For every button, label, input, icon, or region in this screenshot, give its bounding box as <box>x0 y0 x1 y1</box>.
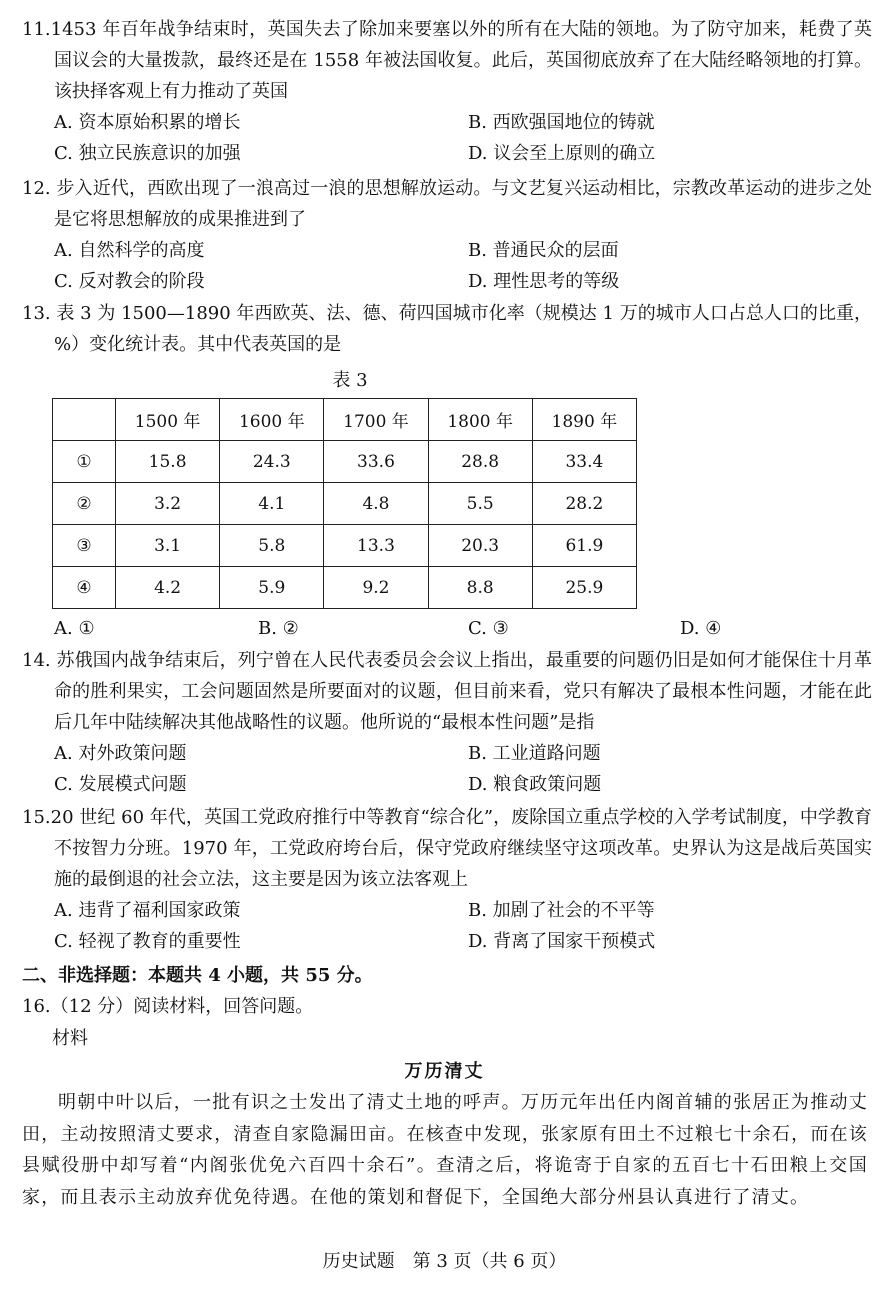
table-cell: 13.3 <box>324 525 428 567</box>
table-cell: ① <box>53 441 116 483</box>
option-row <box>22 738 872 769</box>
question-15 <box>22 802 872 957</box>
option-a: A. 资本原始积累的增长 <box>54 112 241 133</box>
table-cell: ④ <box>53 567 116 609</box>
option-d: D. ④ <box>680 618 722 639</box>
option-d: D. 背离了国家干预模式 <box>468 931 656 952</box>
table-header-cell: 1800 年 <box>428 399 532 441</box>
table-cell: 3.1 <box>116 525 220 567</box>
option-c: C. 轻视了教育的重要性 <box>54 931 241 952</box>
option-row <box>22 613 872 644</box>
option-b: B. 工业道路问题 <box>468 743 601 764</box>
question-stem: 11.1453 年百年战争结束时，英国失去了除加来要塞以外的所有在大陆的领地。为了防守加来，耗费了英国议会的大量拨款，最终还是在 1558 年被法国收复。此后，英国彻底放弃了在大陆经略领地的打算。该抉择客观上有力推动了英国 <box>22 19 872 102</box>
table-cell: 15.8 <box>116 441 220 483</box>
option-row <box>22 769 872 800</box>
page-footer: 历史试题 第 3 页（共 6 页） <box>322 1251 567 1272</box>
option-row <box>22 926 872 957</box>
material-paragraph: 明朝中叶以后，一批有识之士发出了清丈土地的呼声。万历元年出任内阁首辅的张居正为推动丈田，主动按照清丈要求，清查自家隐漏田亩。在核查中发现，张家原有田土不过粮七十余石，而在该县赋役册中却写着“内阁张优免六百四十余石”。查清之后，将诡寄于自家的五百七十石田粮上交国家，而且表示主动放弃优免待遇。在他的策划和督促下，全国绝大部分州县认真进行了清丈。 <box>22 1092 868 1208</box>
option-c: C. 独立民族意识的加强 <box>54 143 241 164</box>
table-cell: 3.2 <box>116 483 220 525</box>
option-row <box>22 138 872 169</box>
table-cell: 4.2 <box>116 567 220 609</box>
table-cell: 9.2 <box>324 567 428 609</box>
option-d: D. 理性思考的等级 <box>468 271 620 292</box>
option-b: B. ② <box>258 618 299 639</box>
table-row <box>53 483 637 525</box>
table-cell: ② <box>53 483 116 525</box>
option-row <box>22 895 872 926</box>
option-a: A. 违背了福利国家政策 <box>54 900 241 921</box>
table-cell: 28.2 <box>532 483 636 525</box>
table-cell: 61.9 <box>532 525 636 567</box>
table-cell: 5.9 <box>220 567 324 609</box>
table-row <box>53 567 637 609</box>
option-b: B. 普通民众的层面 <box>468 240 619 261</box>
question-stem: 15.20 世纪 60 年代，英国工党政府推行中等教育“综合化”，废除国立重点学校的入学考试制度，中学教育不按智力分班。1970 年，工党政府垮台后，保守党政府继续坚守这项改革。史界认为这是战后英国实施的最倒退的社会立法，这主要是因为该立法客观上 <box>22 807 872 890</box>
table-cell: 28.8 <box>428 441 532 483</box>
question-16-stem: 16.（12 分）阅读材料，回答问题。 <box>22 996 314 1017</box>
table-cell: 25.9 <box>532 567 636 609</box>
option-row <box>22 235 872 266</box>
question-13 <box>22 298 872 360</box>
option-c: C. 发展模式问题 <box>54 774 187 795</box>
table-cell: 4.8 <box>324 483 428 525</box>
table-cell: 4.1 <box>220 483 324 525</box>
option-b: B. 西欧强国地位的铸就 <box>468 112 655 133</box>
question-stem: 13. 表 3 为 1500—1890 年西欧英、法、德、荷四国城市化率（规模达 1 万的城市人口占总人口的比重，%）变化统计表。其中代表英国的是 <box>22 303 872 355</box>
section-heading: 二、非选择题：本题共 4 小题，共 55 分。 <box>22 965 373 986</box>
material-title: 万历清丈 <box>404 1061 485 1082</box>
option-row <box>22 266 872 297</box>
question-14 <box>22 645 872 800</box>
option-d: D. 粮食政策问题 <box>468 774 602 795</box>
question-13-options <box>22 613 872 644</box>
table-cell: ③ <box>53 525 116 567</box>
option-d: D. 议会至上原则的确立 <box>468 143 656 164</box>
option-a: A. 自然科学的高度 <box>54 240 205 261</box>
table-header-cell: 1500 年 <box>116 399 220 441</box>
question-stem: 12. 步入近代，西欧出现了一浪高过一浪的思想解放运动。与文艺复兴运动相比，宗教改革运动的进步之处是它将思想解放的成果推进到了 <box>22 178 872 230</box>
material-label: 材料 <box>52 1028 88 1049</box>
question-stem: 14. 苏俄国内战争结束后，列宁曾在人民代表委员会会议上指出，最重要的问题仍旧是如何才能保住十月革命的胜利果实，工会问题固然是所要面对的议题，但目前来看，党只有解决了最根本性问题，才能在此后几年中陆续解决其他战略性的议题。他所说的“最根本性问题”是指 <box>22 650 872 733</box>
option-c: C. ③ <box>468 618 509 639</box>
table-row <box>53 441 637 483</box>
urbanization-table <box>52 398 637 609</box>
table-header-cell: 1890 年 <box>532 399 636 441</box>
table-header-cell <box>53 399 116 441</box>
option-b: B. 加剧了社会的不平等 <box>468 900 655 921</box>
question-11 <box>22 14 872 169</box>
option-row <box>22 107 872 138</box>
table-cell: 5.5 <box>428 483 532 525</box>
table-cell: 20.3 <box>428 525 532 567</box>
table-header-row <box>53 399 637 441</box>
table-caption: 表 3 <box>332 370 368 391</box>
option-c: C. 反对教会的阶段 <box>54 271 205 292</box>
table-cell: 5.8 <box>220 525 324 567</box>
table-cell: 33.4 <box>532 441 636 483</box>
table-cell: 8.8 <box>428 567 532 609</box>
table-header-cell: 1700 年 <box>324 399 428 441</box>
table-header-cell: 1600 年 <box>220 399 324 441</box>
option-a: A. ① <box>54 618 95 639</box>
option-a: A. 对外政策问题 <box>54 743 187 764</box>
table-cell: 33.6 <box>324 441 428 483</box>
question-12 <box>22 173 872 297</box>
table-row <box>53 525 637 567</box>
table-cell: 24.3 <box>220 441 324 483</box>
